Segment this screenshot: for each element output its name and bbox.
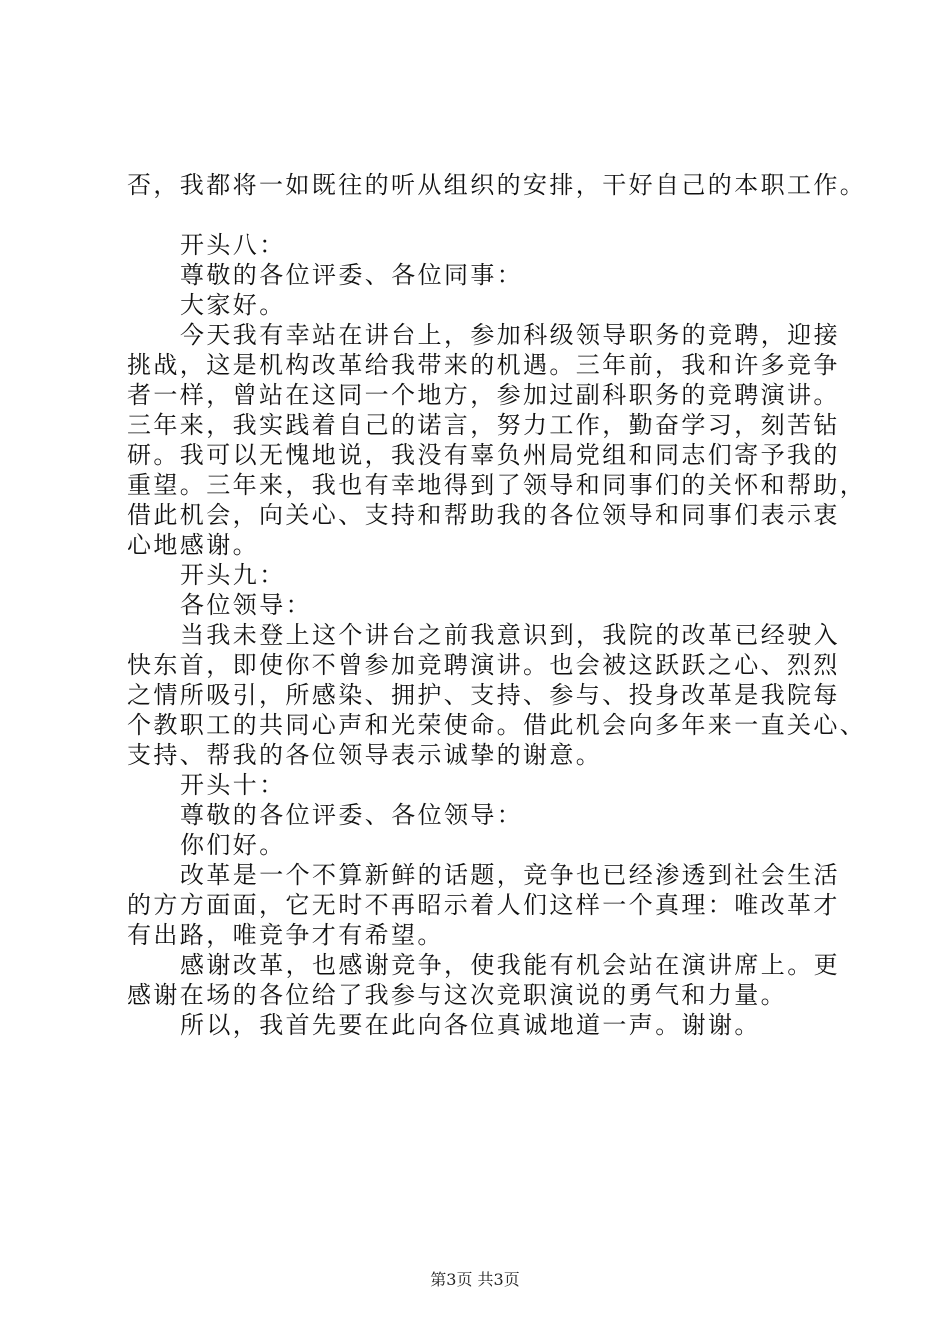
text-line: 今天我有幸站在讲台上，参加科级领导职务的竞聘，迎接 [180, 321, 840, 349]
text-line: 的方方面面，它无时不再昭示着人们这样一个真理：唯改革才 [127, 891, 840, 919]
salutation: 尊敬的各位评委、各位领导： [180, 801, 524, 829]
text-line: 有出路，唯竞争才有希望。 [127, 921, 444, 949]
greeting: 大家好。 [180, 291, 286, 319]
page-number-footer: 第3页 共3页 [430, 1270, 520, 1289]
text-line: 改革是一个不算新鲜的话题，竞争也已经渗透到社会生活 [180, 861, 840, 889]
text-line: 重望。三年来，我也有幸地得到了领导和同事们的关怀和帮助， [127, 471, 867, 499]
text-line: 之情所吸引，所感染、拥护、支持、参与、投身改革是我院每 [127, 681, 840, 709]
text-line: 所以，我首先要在此向各位真诚地道一声。谢谢。 [180, 1011, 761, 1039]
text-line: 者一样，曾站在这同一个地方，参加过副科职务的竞聘演讲。 [127, 381, 840, 409]
text-line: 研。我可以无愧地说，我没有辜负州局党组和同志们寄予我的 [127, 441, 840, 469]
section-heading: 开头十： [180, 771, 286, 799]
text-line: 个教职工的共同心声和光荣使命。借此机会向多年来一直关心、 [127, 711, 867, 739]
greeting: 你们好。 [180, 831, 286, 859]
text-line: 挑战，这是机构改革给我带来的机遇。三年前，我和许多竞争 [127, 351, 840, 379]
text-line: 否，我都将一如既往的听从组织的安排，干好自己的本职工作。 [127, 171, 867, 199]
section-heading: 开头九： [180, 561, 286, 589]
text-line: 快东首，即使你不曾参加竞聘演讲。也会被这跃跃之心、烈烈 [127, 651, 840, 679]
document-body [127, 170, 867, 1040]
paragraph-gap [127, 200, 847, 230]
text-line: 三年来，我实践着自己的诺言，努力工作，勤奋学习，刻苦钻 [127, 411, 840, 439]
salutation: 各位领导： [180, 591, 312, 619]
text-line: 支持、帮我的各位领导表示诚挚的谢意。 [127, 741, 603, 769]
text-line: 感谢在场的各位给了我参与这次竞职演说的勇气和力量。 [127, 981, 787, 1009]
salutation: 尊敬的各位评委、各位同事： [180, 261, 524, 289]
text-line: 感谢改革，也感谢竞争，使我能有机会站在演讲席上。更 [180, 951, 840, 979]
text-line: 心地感谢。 [127, 531, 259, 559]
section-heading: 开头八： [180, 231, 286, 259]
text-line: 当我未登上这个讲台之前我意识到，我院的改革已经驶入 [180, 621, 840, 649]
text-line: 借此机会，向关心、支持和帮助我的各位领导和同事们表示衷 [127, 501, 840, 529]
